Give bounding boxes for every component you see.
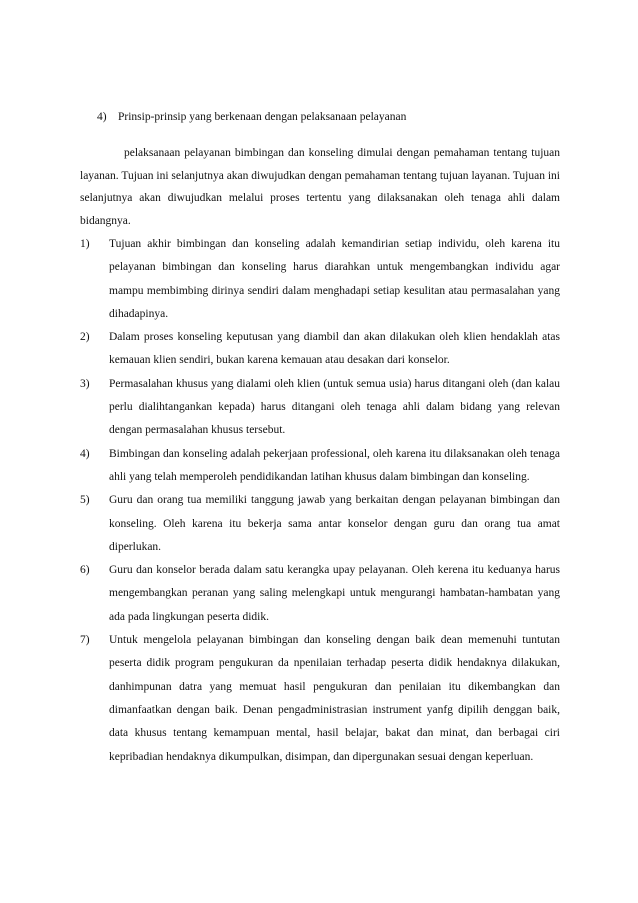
list-item bbox=[80, 326, 560, 373]
section-heading bbox=[97, 109, 406, 125]
list-item-number: 5) bbox=[80, 494, 90, 507]
list-item-number: 4) bbox=[80, 447, 90, 460]
list-item-number: 3) bbox=[80, 377, 90, 390]
list-item bbox=[80, 489, 560, 559]
list-item-text: Permasalahan khusus yang dialami oleh klien (untuk semua usia) harus ditangani oleh (dan kalau perlu dialihtangankan kepada) harus ditangani oleh tenaga ahli dalam bidang yang relevan dengan permasalahan khusus tersebut. bbox=[109, 377, 560, 437]
list-item-number: 7) bbox=[80, 634, 90, 647]
list-item-text: Guru dan orang tua memiliki tanggung jawab yang berkaitan dengan pelayanan bimbingan dan konseling. Oleh karena itu bekerja sama antar konselor dengan guru dan orang tua amat diperlukan. bbox=[109, 494, 560, 553]
list-item bbox=[80, 443, 560, 490]
list-item-number: 6) bbox=[80, 564, 90, 577]
list-item-number: 2) bbox=[80, 331, 90, 344]
list-item-text: Untuk mengelola pelayanan bimbingan dan konseling dengan baik dean memenuhi tuntutan peserta didik program pengukuran da npenilaian terhadap peserta didik hendaknya dilakukan, danhimpunan datra yang memuat hasil pengukuran dan penilaian itu dikembangkan dan dimanfaatkan dengan baik. Denan pengadministrasian instrument yanfg dipilih denggan baik, data khusus tentang kemampuan mental, hasil belajar, bakat dan minat, dan berbagai ciri kepribadian hendaknya dikumpulkan, disimpan, dan dipergunakan sesuai dengan keperluan. bbox=[109, 634, 560, 763]
section-heading-text: Prinsip-prinsip yang berkenaan dengan pelaksanaan pelayanan bbox=[118, 111, 407, 123]
list-item bbox=[80, 629, 560, 769]
section-heading-number: 4) bbox=[97, 111, 107, 123]
principles-list bbox=[80, 233, 560, 769]
list-item bbox=[80, 233, 560, 326]
list-item-text: Tujuan akhir bimbingan dan konseling adalah kemandirian setiap individu, oleh karena itu pelayanan bimbingan dan konseling harus diarahkan untuk mengembangkan individu agar mampu membimbing dirinya sendiri dalam menghadapi setiap kesulitan atau permasalahan yang dihadapinya. bbox=[109, 238, 560, 320]
intro-paragraph: pelaksanaan pelayanan bimbingan dan konseling dimulai dengan pemahaman tentang tujuan layanan. Tujuan ini selanjutnya akan diwujudkan dengan pemahaman tentang tujuan layanan. Tujuan ini selanjutnya akan diwujudkan melalui proses tertentu yang dilaksanakan oleh tenaga ahli dalam bidangnya. bbox=[80, 147, 560, 227]
list-item-text: Guru dan konselor berada dalam satu kerangka upay pelayanan. Oleh kerena itu keduanya harus mengembangkan peranan yang saling melengkapi untuk mengurangi hambatan-hambatan yang ada pada lingkungan peserta didik. bbox=[109, 564, 560, 623]
list-item-text: Dalam proses konseling keputusan yang diambil dan akan dilakukan oleh klien hendaklah atas kemauan klien sendiri, bukan karena kemauan atau desakan dari konselor. bbox=[109, 331, 560, 367]
list-item-number: 1) bbox=[80, 238, 90, 250]
list-item bbox=[80, 373, 560, 443]
list-item bbox=[80, 559, 560, 629]
list-item-text: Bimbingan dan konseling adalah pekerjaan professional, oleh karena itu dilaksanakan oleh tenaga ahli yang telah memperoleh pendidikandan latihan khusus dalam bimbingan dan konseling. bbox=[109, 447, 560, 483]
